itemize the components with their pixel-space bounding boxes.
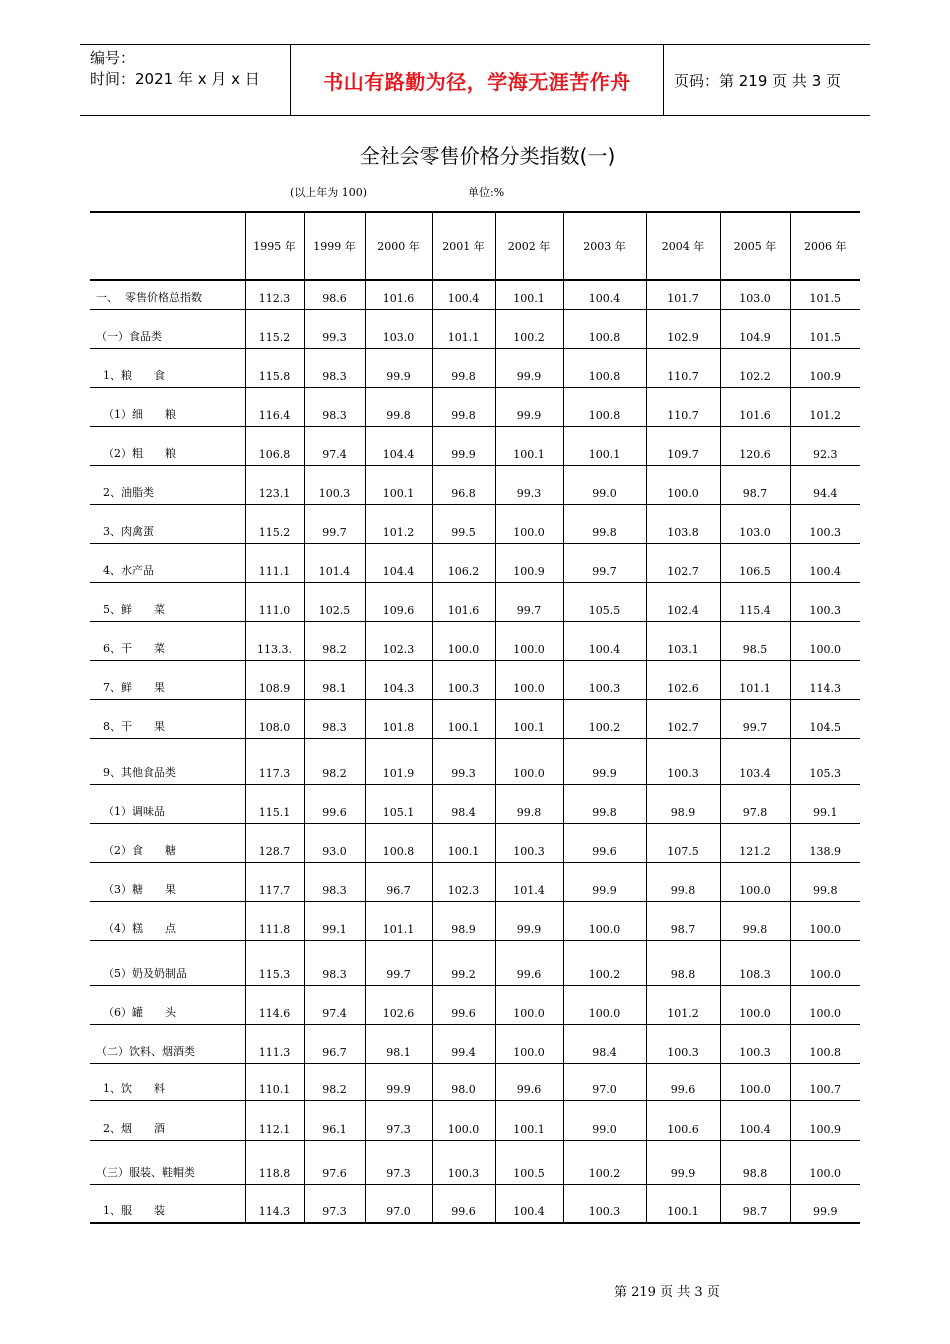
index-value: 99.8 [563,784,646,823]
index-value: 101.6 [365,280,432,309]
index-value: 100.3 [790,504,860,543]
index-value: 97.4 [304,426,365,465]
row-label: （6）罐 头 [90,985,245,1024]
header-motto-cell [291,45,664,115]
index-value: 99.9 [495,387,563,426]
index-value: 111.3 [245,1024,304,1063]
index-value: 100.1 [495,1100,563,1140]
index-value: 123.1 [245,465,304,504]
index-value: 117.7 [245,862,304,901]
index-value: 99.4 [432,1024,495,1063]
index-value: 100.1 [432,699,495,738]
index-value: 106.2 [432,543,495,582]
row-label: （3）糖 果 [90,862,245,901]
index-value: 98.9 [432,901,495,940]
header-motto: 书山有路勤为径，学海无涯苦作舟 [323,69,631,94]
table-row [90,940,860,985]
index-value: 97.6 [304,1140,365,1184]
row-label: （三）服装、鞋帽类 [90,1140,245,1184]
index-value: 100.7 [790,1063,860,1100]
index-value: 98.0 [432,1063,495,1100]
table-row [90,985,860,1024]
index-value: 99.0 [563,1100,646,1140]
index-value: 103.4 [720,738,790,784]
index-value: 115.3 [245,940,304,985]
row-label: （2）粗 粮 [90,426,245,465]
index-value: 100.0 [790,985,860,1024]
table-row [90,660,860,699]
index-value: 100.8 [790,1024,860,1063]
index-value: 108.3 [720,940,790,985]
index-value: 112.3 [245,280,304,309]
index-value: 99.7 [304,504,365,543]
index-value: 99.9 [365,348,432,387]
index-value: 102.5 [304,582,365,621]
index-value: 110.1 [245,1063,304,1100]
index-value: 100.3 [432,1140,495,1184]
index-value: 99.3 [432,738,495,784]
index-value: 98.3 [304,862,365,901]
index-value: 100.8 [365,823,432,862]
column-header-year: 2003 年 [563,212,646,280]
index-value: 98.7 [720,1184,790,1223]
header-page-cell [664,45,870,115]
table-row [90,1140,860,1184]
index-value: 98.3 [304,348,365,387]
index-value: 97.3 [365,1100,432,1140]
table-row [90,543,860,582]
row-label: （4）糕 点 [90,901,245,940]
row-label: 3、肉禽蛋 [90,504,245,543]
index-value: 104.3 [365,660,432,699]
index-value: 100.6 [646,1100,720,1140]
column-header-year: 2002 年 [495,212,563,280]
table-row [90,738,860,784]
index-value: 100.9 [790,348,860,387]
row-label: 2、烟 酒 [90,1100,245,1140]
index-value: 101.6 [720,387,790,426]
index-value: 104.5 [790,699,860,738]
index-value: 103.1 [646,621,720,660]
index-value: 115.1 [245,784,304,823]
row-label: 6、干 菜 [90,621,245,660]
index-value: 99.8 [432,387,495,426]
index-value: 97.8 [720,784,790,823]
index-value: 104.4 [365,426,432,465]
index-value: 101.1 [365,901,432,940]
index-value: 99.9 [646,1140,720,1184]
index-value: 96.7 [365,862,432,901]
row-label: 1、饮 料 [90,1063,245,1100]
index-value: 97.0 [365,1184,432,1223]
index-value: 99.0 [563,465,646,504]
index-value: 100.0 [495,660,563,699]
index-value: 107.5 [646,823,720,862]
index-value: 116.4 [245,387,304,426]
index-value: 99.8 [646,862,720,901]
index-value: 99.6 [495,940,563,985]
document-title: 全社会零售价格分类指数(一) [359,144,616,168]
index-value: 103.8 [646,504,720,543]
index-value: 96.1 [304,1100,365,1140]
row-label: 2、油脂类 [90,465,245,504]
index-value: 105.5 [563,582,646,621]
index-value: 100.8 [563,309,646,348]
index-value: 98.9 [646,784,720,823]
index-value: 100.2 [563,940,646,985]
index-value: 98.3 [304,699,365,738]
index-value: 99.9 [495,901,563,940]
index-value: 108.0 [245,699,304,738]
index-value: 99.5 [432,504,495,543]
table-row [90,309,860,348]
table-row [90,699,860,738]
index-value: 100.0 [495,621,563,660]
index-value: 99.9 [563,738,646,784]
index-value: 106.8 [245,426,304,465]
price-index-table [90,211,860,1224]
index-value: 99.3 [495,465,563,504]
index-value: 99.8 [365,387,432,426]
index-value: 98.4 [563,1024,646,1063]
table-row [90,823,860,862]
index-value: 101.1 [720,660,790,699]
index-value: 100.0 [495,738,563,784]
index-value: 94.4 [790,465,860,504]
index-value: 92.3 [790,426,860,465]
index-value: 100.1 [495,699,563,738]
index-value: 100.1 [365,465,432,504]
index-value: 98.6 [304,280,365,309]
table-body [90,280,860,1223]
index-value: 100.1 [495,426,563,465]
index-value: 111.1 [245,543,304,582]
column-header-year: 2006 年 [790,212,860,280]
index-value: 100.1 [563,426,646,465]
index-value: 100.0 [720,985,790,1024]
row-label: （1）调味品 [90,784,245,823]
index-value: 99.7 [720,699,790,738]
index-value: 100.3 [495,823,563,862]
table-row [90,1063,860,1100]
index-value: 101.4 [304,543,365,582]
index-value: 101.2 [790,387,860,426]
index-value: 101.6 [432,582,495,621]
index-value: 98.7 [646,901,720,940]
index-value: 110.7 [646,348,720,387]
index-value: 114.3 [790,660,860,699]
index-value: 113.3. [245,621,304,660]
base-note: (以上年为 100) [290,186,368,199]
index-value: 120.6 [720,426,790,465]
page-header [80,44,870,116]
column-header-year: 2005 年 [720,212,790,280]
index-value: 100.0 [646,465,720,504]
index-value: 105.1 [365,784,432,823]
column-header-year: 1999 年 [304,212,365,280]
index-value: 102.2 [720,348,790,387]
index-value: 97.4 [304,985,365,1024]
index-value: 101.9 [365,738,432,784]
table-row [90,784,860,823]
index-value: 99.6 [563,823,646,862]
table-row [90,504,860,543]
index-value: 111.8 [245,901,304,940]
index-value: 100.1 [495,280,563,309]
index-value: 99.3 [304,309,365,348]
index-value: 99.6 [304,784,365,823]
row-label: （一）食品类 [90,309,245,348]
index-value: 99.8 [563,504,646,543]
index-value: 109.7 [646,426,720,465]
index-value: 100.3 [646,1024,720,1063]
header-meta [80,45,291,115]
index-value: 100.4 [432,280,495,309]
index-value: 100.4 [563,280,646,309]
index-value: 100.0 [432,621,495,660]
index-value: 114.6 [245,985,304,1024]
index-value: 98.1 [304,660,365,699]
index-value: 100.4 [563,621,646,660]
index-value: 99.1 [304,901,365,940]
index-value: 100.3 [646,738,720,784]
column-header-year: 2000 年 [365,212,432,280]
index-value: 115.4 [720,582,790,621]
index-value: 100.0 [563,985,646,1024]
index-value: 100.4 [720,1100,790,1140]
index-value: 97.0 [563,1063,646,1100]
index-value: 100.0 [790,901,860,940]
row-label: （1）细 粮 [90,387,245,426]
index-value: 100.0 [563,901,646,940]
index-value: 98.5 [720,621,790,660]
index-value: 100.4 [495,1184,563,1223]
index-value: 100.1 [646,1184,720,1223]
row-label: 9、其他食品类 [90,738,245,784]
document-number-label: 编号： [90,49,136,67]
index-value: 100.0 [790,1140,860,1184]
unit-note: 单位:% [468,186,505,199]
index-value: 102.6 [646,660,720,699]
index-value: 118.8 [245,1140,304,1184]
index-value: 138.9 [790,823,860,862]
row-label: （2）食 糖 [90,823,245,862]
index-value: 99.9 [790,1184,860,1223]
index-value: 101.5 [790,309,860,348]
index-value: 99.8 [720,901,790,940]
table-row [90,1100,860,1140]
index-value: 98.1 [365,1024,432,1063]
index-value: 100.2 [563,1140,646,1184]
row-label: （5）奶及奶制品 [90,940,245,985]
index-value: 121.2 [720,823,790,862]
index-value: 102.3 [432,862,495,901]
index-value: 98.8 [646,940,720,985]
index-value: 99.9 [432,426,495,465]
index-value: 100.0 [720,862,790,901]
index-value: 99.6 [432,985,495,1024]
index-value: 103.0 [720,280,790,309]
index-value: 98.2 [304,738,365,784]
index-value: 110.7 [646,387,720,426]
index-value: 99.8 [495,784,563,823]
index-value: 99.6 [432,1184,495,1223]
index-value: 103.0 [720,504,790,543]
index-value: 99.8 [432,348,495,387]
row-label: 7、鲜 果 [90,660,245,699]
row-label: 1、粮 食 [90,348,245,387]
table-row [90,582,860,621]
index-value: 98.8 [720,1140,790,1184]
index-value: 108.9 [245,660,304,699]
table-row [90,1184,860,1223]
index-value: 100.0 [495,985,563,1024]
table-row [90,1024,860,1063]
index-value: 100.3 [563,1184,646,1223]
index-value: 99.1 [790,784,860,823]
index-value: 100.1 [432,823,495,862]
table-row [90,387,860,426]
index-value: 101.2 [365,504,432,543]
column-header-year: 2004 年 [646,212,720,280]
index-value: 98.7 [720,465,790,504]
index-value: 117.3 [245,738,304,784]
table-row [90,862,860,901]
index-value: 102.4 [646,582,720,621]
index-value: 101.5 [790,280,860,309]
table-row [90,901,860,940]
index-value: 105.3 [790,738,860,784]
index-value: 104.9 [720,309,790,348]
index-value: 111.0 [245,582,304,621]
index-value: 100.0 [720,1063,790,1100]
table-header-row [90,212,860,280]
index-value: 99.7 [365,940,432,985]
index-value: 100.3 [304,465,365,504]
index-value: 101.4 [495,862,563,901]
row-label: 一、 零售价格总指数 [90,280,245,309]
index-value: 100.0 [432,1100,495,1140]
row-label: 8、干 果 [90,699,245,738]
index-value: 114.3 [245,1184,304,1223]
index-value: 99.2 [432,940,495,985]
index-value: 115.2 [245,504,304,543]
index-value: 99.7 [495,582,563,621]
index-value: 109.6 [365,582,432,621]
index-value: 100.4 [790,543,860,582]
index-value: 100.3 [563,660,646,699]
row-label: 5、鲜 菜 [90,582,245,621]
table-row [90,348,860,387]
column-header-item [90,212,245,280]
index-value: 99.6 [495,1063,563,1100]
index-value: 99.7 [563,543,646,582]
index-value: 100.0 [790,621,860,660]
page-footer: 第 219 页 共 3 页 [614,1285,720,1300]
index-value: 104.4 [365,543,432,582]
index-value: 100.3 [720,1024,790,1063]
column-header-year: 1995 年 [245,212,304,280]
index-value: 100.9 [790,1100,860,1140]
index-value: 96.8 [432,465,495,504]
index-value: 100.2 [495,309,563,348]
index-value: 93.0 [304,823,365,862]
index-value: 98.4 [432,784,495,823]
table-row [90,426,860,465]
index-value: 102.7 [646,543,720,582]
index-value: 100.3 [432,660,495,699]
table-row [90,465,860,504]
index-value: 97.3 [365,1140,432,1184]
index-value: 112.1 [245,1100,304,1140]
index-value: 96.7 [304,1024,365,1063]
row-label: 1、服 装 [90,1184,245,1223]
index-value: 102.7 [646,699,720,738]
index-value: 99.6 [646,1063,720,1100]
index-value: 100.3 [790,582,860,621]
index-value: 100.8 [563,348,646,387]
index-value: 128.7 [245,823,304,862]
document-time-label: 时间：2021 年 x 月 x 日 [90,70,260,88]
index-value: 101.1 [432,309,495,348]
index-value: 115.2 [245,309,304,348]
index-value: 101.8 [365,699,432,738]
index-value: 100.0 [790,940,860,985]
index-value: 98.2 [304,1063,365,1100]
index-value: 115.8 [245,348,304,387]
index-value: 102.6 [365,985,432,1024]
index-value: 98.3 [304,387,365,426]
index-value: 100.5 [495,1140,563,1184]
column-header-year: 2001 年 [432,212,495,280]
index-value: 97.3 [304,1184,365,1223]
index-value: 100.9 [495,543,563,582]
table-row [90,280,860,309]
index-value: 99.9 [563,862,646,901]
index-value: 101.7 [646,280,720,309]
index-value: 98.3 [304,940,365,985]
index-value: 100.2 [563,699,646,738]
index-value: 100.0 [495,1024,563,1063]
index-value: 99.9 [495,348,563,387]
row-label: （二）饮料、烟酒类 [90,1024,245,1063]
index-value: 103.0 [365,309,432,348]
index-value: 101.2 [646,985,720,1024]
index-value: 99.9 [365,1063,432,1100]
index-value: 99.8 [790,862,860,901]
index-value: 106.5 [720,543,790,582]
row-label: 4、水产品 [90,543,245,582]
index-value: 100.0 [495,504,563,543]
index-value: 102.9 [646,309,720,348]
index-value: 102.3 [365,621,432,660]
index-value: 100.8 [563,387,646,426]
table-row [90,621,860,660]
header-page-info: 页码：第 219 页 共 3 页 [674,71,842,90]
index-value: 98.2 [304,621,365,660]
